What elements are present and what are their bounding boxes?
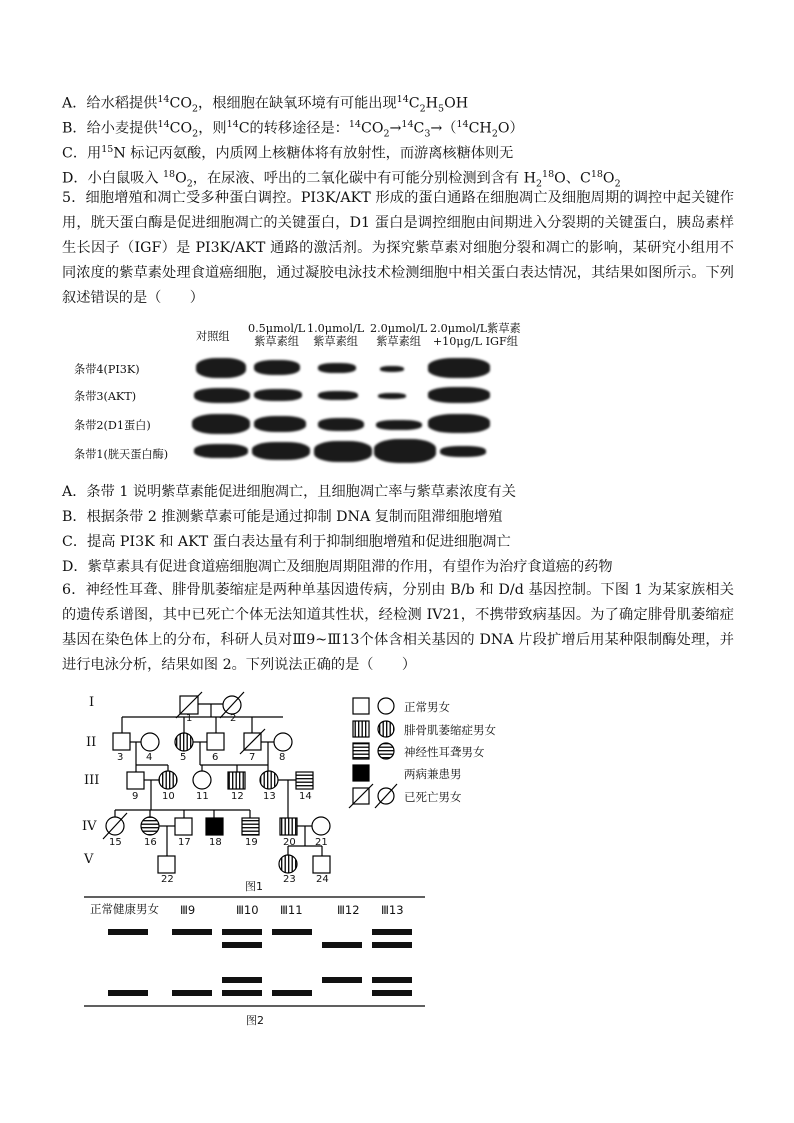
individual-15 [103,813,127,839]
individual-13 [260,771,278,789]
legend-cmt-female [378,721,394,737]
label-6: 6 [212,752,219,763]
legend-deaf-male [353,743,369,759]
legend-both-male [353,765,369,781]
label-20: 20 [283,837,296,848]
q4-option-b: B．给小麦提供$^{14}CO_2$，则$^{14}$C的转移途径是：$^{14}CO_2\to^{14}C_3\to(^{14}CH_2O)$ [62,119,524,140]
individual-10 [159,771,177,789]
individual-9 [127,772,144,789]
generation-5: V [84,852,94,867]
fig2-band [372,942,412,948]
label-2: 2 [230,713,237,724]
individual-21 [312,817,330,835]
individual-8 [274,733,292,751]
label-23: 23 [283,874,296,885]
label-16: 16 [144,837,157,848]
label-7: 7 [249,752,256,763]
q4-option-c: C．用$^{15}$N 标记丙氨酸，内质网上核糖体将有放射性，而游离核糖体则无 [62,144,514,162]
individual-7 [240,729,265,754]
fig2-band [272,929,312,935]
q5-option-d: D．紫草素具有促进食道癌细胞凋亡及细胞周期阻滞的作用，有望作为治疗食道癌的药物 [62,559,613,575]
gel-row-1: 条带1(胱天蛋白酶) [74,448,169,461]
legend-dead [349,784,397,808]
label-22: 22 [161,874,174,885]
gel-col-20: 2.0μmol/L 紫草素组 [370,322,428,348]
fig2-band [222,942,262,948]
q5-stem: 5．细胞增殖和凋亡受多种蛋白调控。PI3K/AKT 形成的蛋白通路在细胞凋亡及细胞周期的调控中起关键作用，胱天蛋白酶是促进细胞凋亡的关键蛋白，D1 蛋白是调控细胞由间期进入分裂期的关键蛋白，胰岛素样生长因子（IGF）是 PI3K/AKT 通路的激活剂。为探究紫草素对细胞分裂和凋亡的影响，某研究小组用不同浓度的紫草素处理食道癌细胞，通过凝胶电泳技术检测细胞中相关蛋白表达情况，其结果如图所示。下列叙述错误的是（ ） [62,190,734,306]
fig2-col-12: Ⅲ12 [337,903,360,917]
q4-option-a: A．给水稻提供$^{14}CO_2$，根细胞在缺氧环境有可能出现$^{14}C_2H_5OH$ [62,94,469,115]
individual-18 [206,818,223,835]
fig2-band [172,990,212,996]
gel-col-control: 对照组 [196,330,230,343]
q5-option-a: A．条带 1 说明紫草素能促进细胞凋亡，且细胞凋亡率与紫草素浓度有关 [62,484,516,500]
gel-row-2: 条带2(D1蛋白) [74,419,151,432]
label-15: 15 [109,837,122,848]
legend-label-normal: 正常男女 [404,700,450,714]
individual-5 [175,733,193,751]
label-21: 21 [315,837,328,848]
label-17: 17 [178,837,191,848]
individual-6 [207,733,224,750]
individual-12 [228,772,245,789]
fig2-band [222,977,262,983]
legend-label-deaf: 神经性耳聋男女 [404,745,485,759]
label-11: 11 [196,791,209,802]
label-13: 13 [263,791,276,802]
individual-20 [280,818,297,835]
generation-4: IV [82,819,97,834]
fig2-band [322,942,362,948]
fig2-col-13: Ⅲ13 [381,903,404,917]
fig2-band [222,929,262,935]
label-24: 24 [316,874,329,885]
label-1: 1 [186,713,193,724]
legend-deaf-female [378,743,394,759]
fig2-band [172,929,212,935]
fig2-band [108,929,148,935]
label-3: 3 [117,752,124,763]
fig2-caption: 图2 [246,1014,264,1027]
individual-11 [193,771,211,789]
label-19: 19 [245,837,258,848]
label-14: 14 [299,791,312,802]
legend-label-both: 两病兼患男 [404,767,462,781]
individual-23 [279,855,297,873]
individual-4 [141,733,159,751]
generation-2: II [86,735,97,750]
individual-16 [141,817,159,835]
individual-14 [296,772,313,789]
legend-label-dead: 已死亡男女 [404,790,462,804]
gel-row-4: 条带4(PI3K) [74,363,140,376]
individual-3 [113,733,130,750]
individual-24 [313,856,330,873]
fig1-caption: 图1 [245,880,263,893]
gel-col-igf: 2.0μmol/L紫草素 +10μg/L IGF组 [430,322,521,348]
q5-option-c: C．提高 PI3K 和 AKT 蛋白表达量有利于抑制细胞增殖和促进细胞凋亡 [62,534,511,550]
individual-22 [158,856,175,873]
legend-normal-male [353,698,369,714]
legend-label-cmt: 腓骨肌萎缩症男女 [404,723,496,737]
label-12: 12 [231,791,244,802]
label-8: 8 [279,752,286,763]
q4-option-d: D．小白鼠吸入 $^{18}O_2$，在尿液、呼出的二氧化碳中有可能分别检测到含有 $H_2^{18}O$、$C^{18}O_2$ [62,169,621,190]
individual-19 [242,818,259,835]
fig2-band [372,990,412,996]
gel-col-05: 0.5μmol/L 紫草素组 [248,322,306,348]
generation-3: III [84,773,100,788]
label-18: 18 [209,837,222,848]
generation-1: I [89,695,95,710]
legend-cmt-male [353,721,369,737]
legend-normal-female [378,698,394,714]
label-5: 5 [180,752,187,763]
label-4: 4 [146,752,153,763]
fig2-band [322,977,362,983]
fig2-band [222,990,262,996]
individual-17 [175,818,192,835]
fig2-band [108,990,148,996]
fig2-band [372,929,412,935]
label-9: 9 [132,791,139,802]
gel-col-10: 1.0μmol/L 紫草素组 [307,322,365,348]
q6-stem: 6．神经性耳聋、腓骨肌萎缩症是两种单基因遗传病，分别由 B/b 和 D/d 基因控制。下图 1 为某家族相关的遗传系谱图，其中已死亡个体无法知道其性状，经检测 IV21，不携带致病基因。为了确定腓骨肌萎缩症基因在染色体上的分布，科研人员对Ⅲ9~Ⅲ13个体含相关基因的 DNA 片段扩增后用某种限制酶处理，并进行电泳分析，结果如图 2。下列说法正确的是（ ） [62,582,734,673]
fig2-col-10: Ⅲ10 [236,903,259,917]
fig2-band [272,990,312,996]
fig2-col-11: Ⅲ11 [280,903,303,917]
q5-option-b: B．根据条带 2 推测紫草素可能是通过抑制 DNA 复制而阻滞细胞增殖 [62,509,503,525]
gel-row-3: 条带3(AKT) [74,390,137,403]
label-10: 10 [162,791,175,802]
fig2-band [372,977,412,983]
fig2-col-normal: 正常健康男女 [90,902,159,916]
fig2-col-9: Ⅲ9 [180,903,196,917]
